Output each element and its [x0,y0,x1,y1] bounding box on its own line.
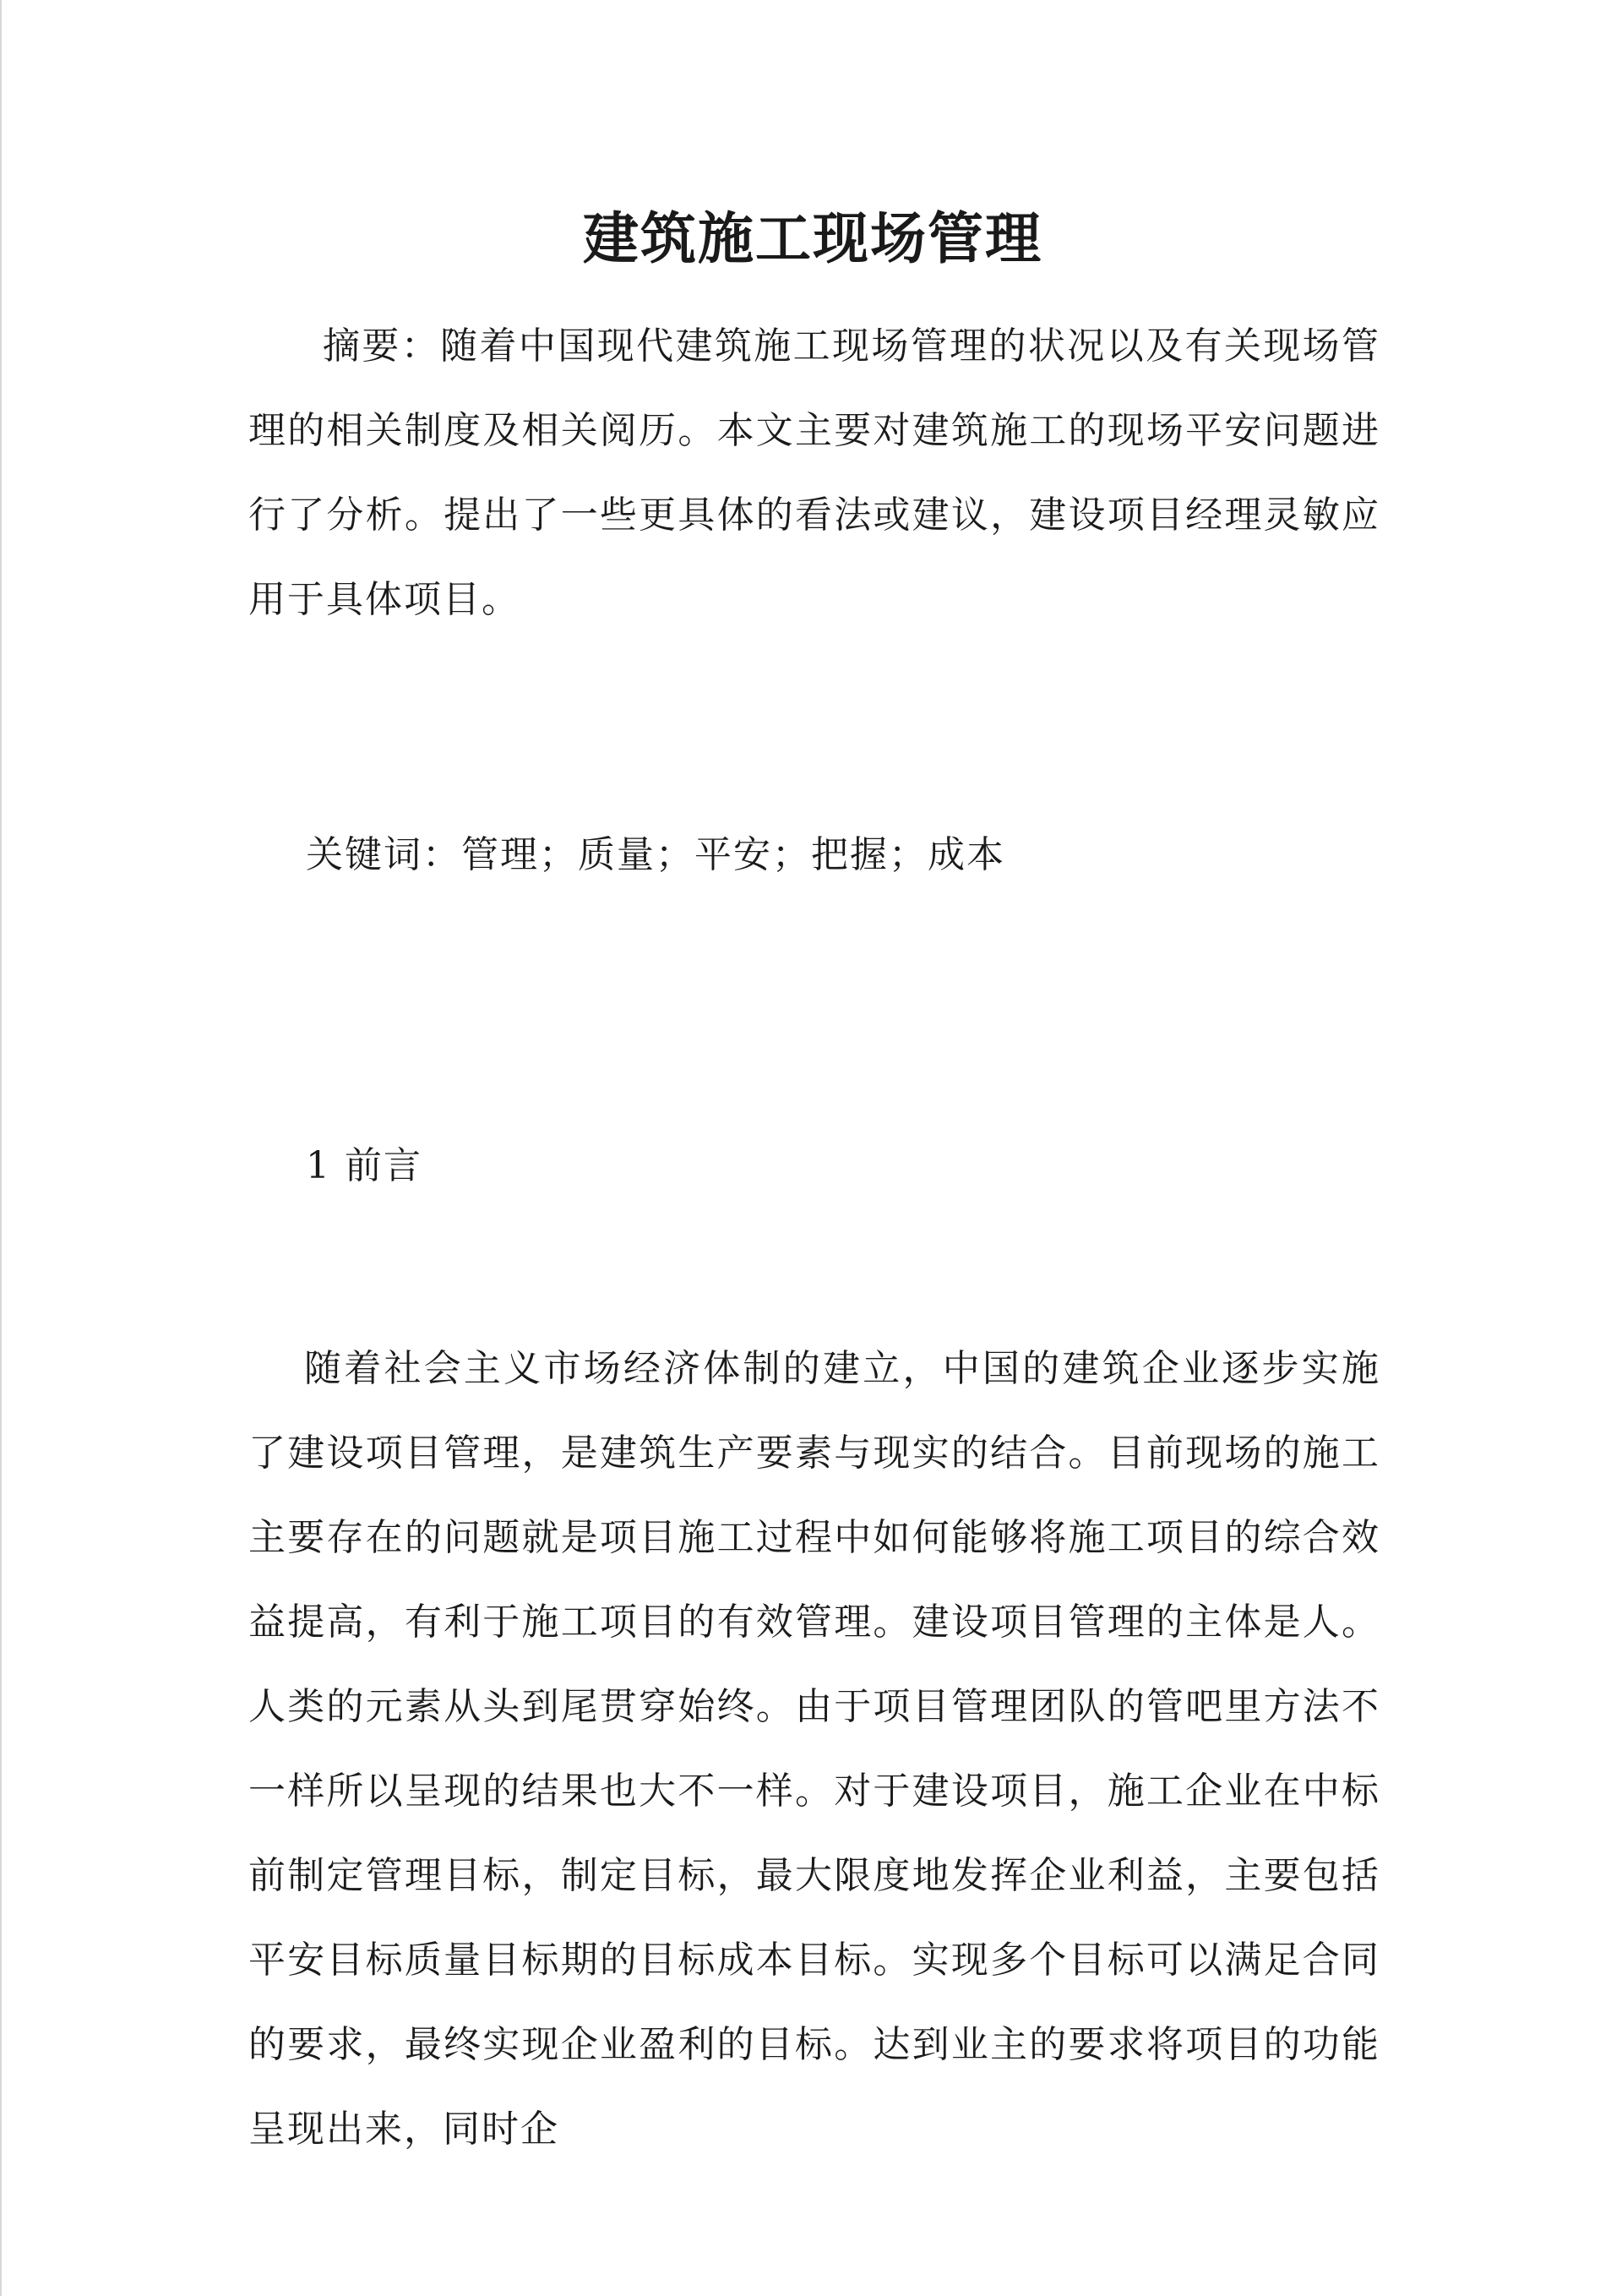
section-heading: 1 前言 [306,1144,422,1187]
abstract-paragraph: 摘要：随着中国现代建筑施工现场管理的状况以及有关现场管理的相关制度及相关阅历。本文主要对建筑施工的现场平安问题进行了分析。提出了一些更具体的看法或建议，建设项目经理灵敏应用于具体项目。 [248,324,1380,621]
document-title: 建筑施工现场管理 [583,205,1042,271]
keywords-line: 关键词：管理；质量；平安；把握；成本 [306,833,1005,876]
body-paragraph: 随着社会主义市场经济体制的建立，中国的建筑企业逐步实施了建设项目管理，是建筑生产要素与现实的结合。目前现场的施工主要存在的问题就是项目施工过程中如何能够将施工项目的综合效益提高，有利于施工项目的有效管理。建设项目管理的主体是人。人类的元素从头到尾贯穿始终。由于项目管理团队的管吧里方法不一样所以呈现的结果也大不一样。对于建设项目，施工企业在中标前制定管理目标，制定目标，最大限度地发挥企业利益，主要包括平安目标质量目标期的目标成本目标。实现多个目标可以满足合同的要求，最终实现企业盈利的目标。达到业主的要求将项目的功能呈现出来，同时企 [248,1347,1380,2151]
